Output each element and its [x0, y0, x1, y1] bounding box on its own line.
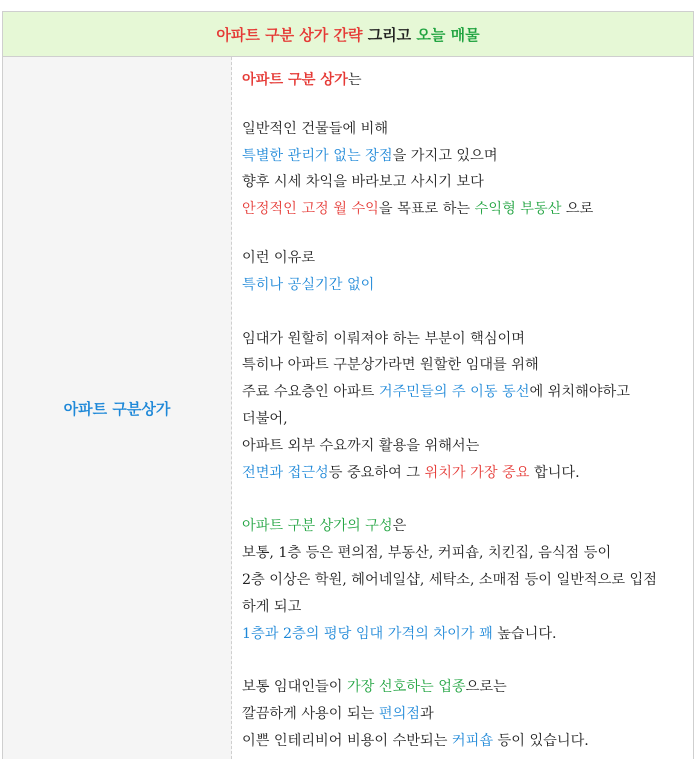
- text-line: [242, 513, 693, 540]
- text-segment: 을 목표로 하는: [378, 201, 475, 218]
- text-segment: 합니다.: [529, 464, 580, 481]
- text-line: [242, 67, 693, 94]
- text-segment: 등이 있습니다.: [493, 732, 589, 749]
- text-line: [242, 352, 693, 379]
- text-line: [242, 567, 693, 594]
- text-segment: 향후 시세 차익을 바라보고 사시기 보다: [242, 174, 484, 191]
- text-segment: 아파트 구분 상가의 구성: [242, 518, 393, 535]
- row-label: 아파트 구분상가: [63, 399, 171, 418]
- text-segment: 일반적인 건물들에 비해: [242, 120, 389, 137]
- text-segment: 깔끔하게 사용이 되는: [242, 706, 379, 723]
- text-line: [242, 116, 693, 143]
- text-line: [242, 326, 693, 353]
- text-segment: 특히나 공실기간 없이: [242, 276, 375, 293]
- text-line: [242, 406, 693, 433]
- text-line: [242, 379, 693, 406]
- text-segment: 임대가 원할히 이뤄져야 하는 부분이 핵심이며: [242, 330, 525, 347]
- text-segment: 높습니다.: [492, 625, 557, 642]
- text-segment: 으로는: [465, 679, 507, 696]
- text-segment: 는: [347, 72, 362, 88]
- text-line: [242, 674, 693, 701]
- text-segment: 전면과 접근성: [242, 464, 329, 481]
- text-segment: 1층과 2층의 평당 임대 가격의 차이가 꽤: [242, 625, 493, 642]
- text-segment: 더불어,: [242, 410, 288, 427]
- spacer: [242, 223, 693, 245]
- header-title-part1: 아파트 구분 상가 간략: [216, 25, 363, 44]
- description-cell: [232, 57, 693, 759]
- text-segment: 이쁜 인테리비어 비용이 수반되는: [242, 732, 452, 749]
- text-segment: 편의점: [378, 706, 421, 723]
- spacer: [242, 299, 693, 326]
- table-row: [3, 57, 693, 759]
- text-line: [242, 701, 693, 728]
- header-title-part2: 그리고: [362, 25, 417, 44]
- text-segment: 가장 선호하는 업종: [346, 679, 466, 696]
- text-line: [242, 540, 693, 567]
- text-line: [242, 460, 693, 487]
- text-line: [242, 196, 693, 223]
- text-line: [242, 143, 693, 170]
- text-segment: 위치가 가장 중요: [424, 464, 530, 481]
- text-segment: 안정적인 고정 월 수익: [242, 201, 379, 218]
- info-table: [2, 11, 694, 759]
- text-segment: 이런 이유로: [242, 249, 316, 266]
- text-segment: 에 위치해야하고: [529, 384, 630, 401]
- text-segment: 하게 되고: [242, 598, 302, 615]
- header-title-part3: 오늘 매물: [416, 25, 480, 44]
- text-segment: 커피숍: [451, 732, 494, 749]
- text-segment: 특별한 관리가 없는 장점: [242, 147, 393, 164]
- text-segment: 과: [420, 706, 434, 723]
- text-segment: 보통 임대인들이: [242, 679, 347, 696]
- text-segment: 수익형 부동산: [474, 201, 562, 218]
- text-segment: 을 가지고 있으며: [392, 147, 498, 164]
- spacer: [242, 94, 693, 116]
- text-line: [242, 272, 693, 299]
- text-segment: 특히나 아파트 구분상가라면 원할한 임대를 위해: [242, 357, 539, 374]
- text-segment: 거주민들의 주 이동 동선: [378, 384, 530, 401]
- text-line: [242, 169, 693, 196]
- text-segment: 아파트 구분 상가: [242, 72, 348, 88]
- spacer: [242, 486, 693, 513]
- text-line: [242, 594, 693, 621]
- text-segment: 주료 수요층인 아파트: [242, 384, 379, 401]
- text-line: [242, 621, 693, 648]
- text-line: [242, 433, 693, 460]
- text-segment: 보통, 1층 등은 편의점, 부동산, 커피숍, 치킨집, 음식점 등이: [242, 545, 612, 562]
- text-segment: 은: [392, 518, 407, 535]
- text-segment: 등 중요하여 그: [328, 464, 425, 481]
- text-segment: 2층 이상은 학원, 헤어네일샵, 세탁소, 소매점 등이 일반적으로 입점: [242, 571, 657, 588]
- text-line: [242, 728, 693, 755]
- text-line: [242, 245, 693, 272]
- text-segment: 아파트 외부 수요까지 활용을 위해서는: [242, 437, 480, 454]
- row-label-cell: [3, 57, 232, 759]
- text-segment: 으로: [561, 201, 594, 218]
- table-header: [3, 12, 693, 57]
- spacer: [242, 647, 693, 674]
